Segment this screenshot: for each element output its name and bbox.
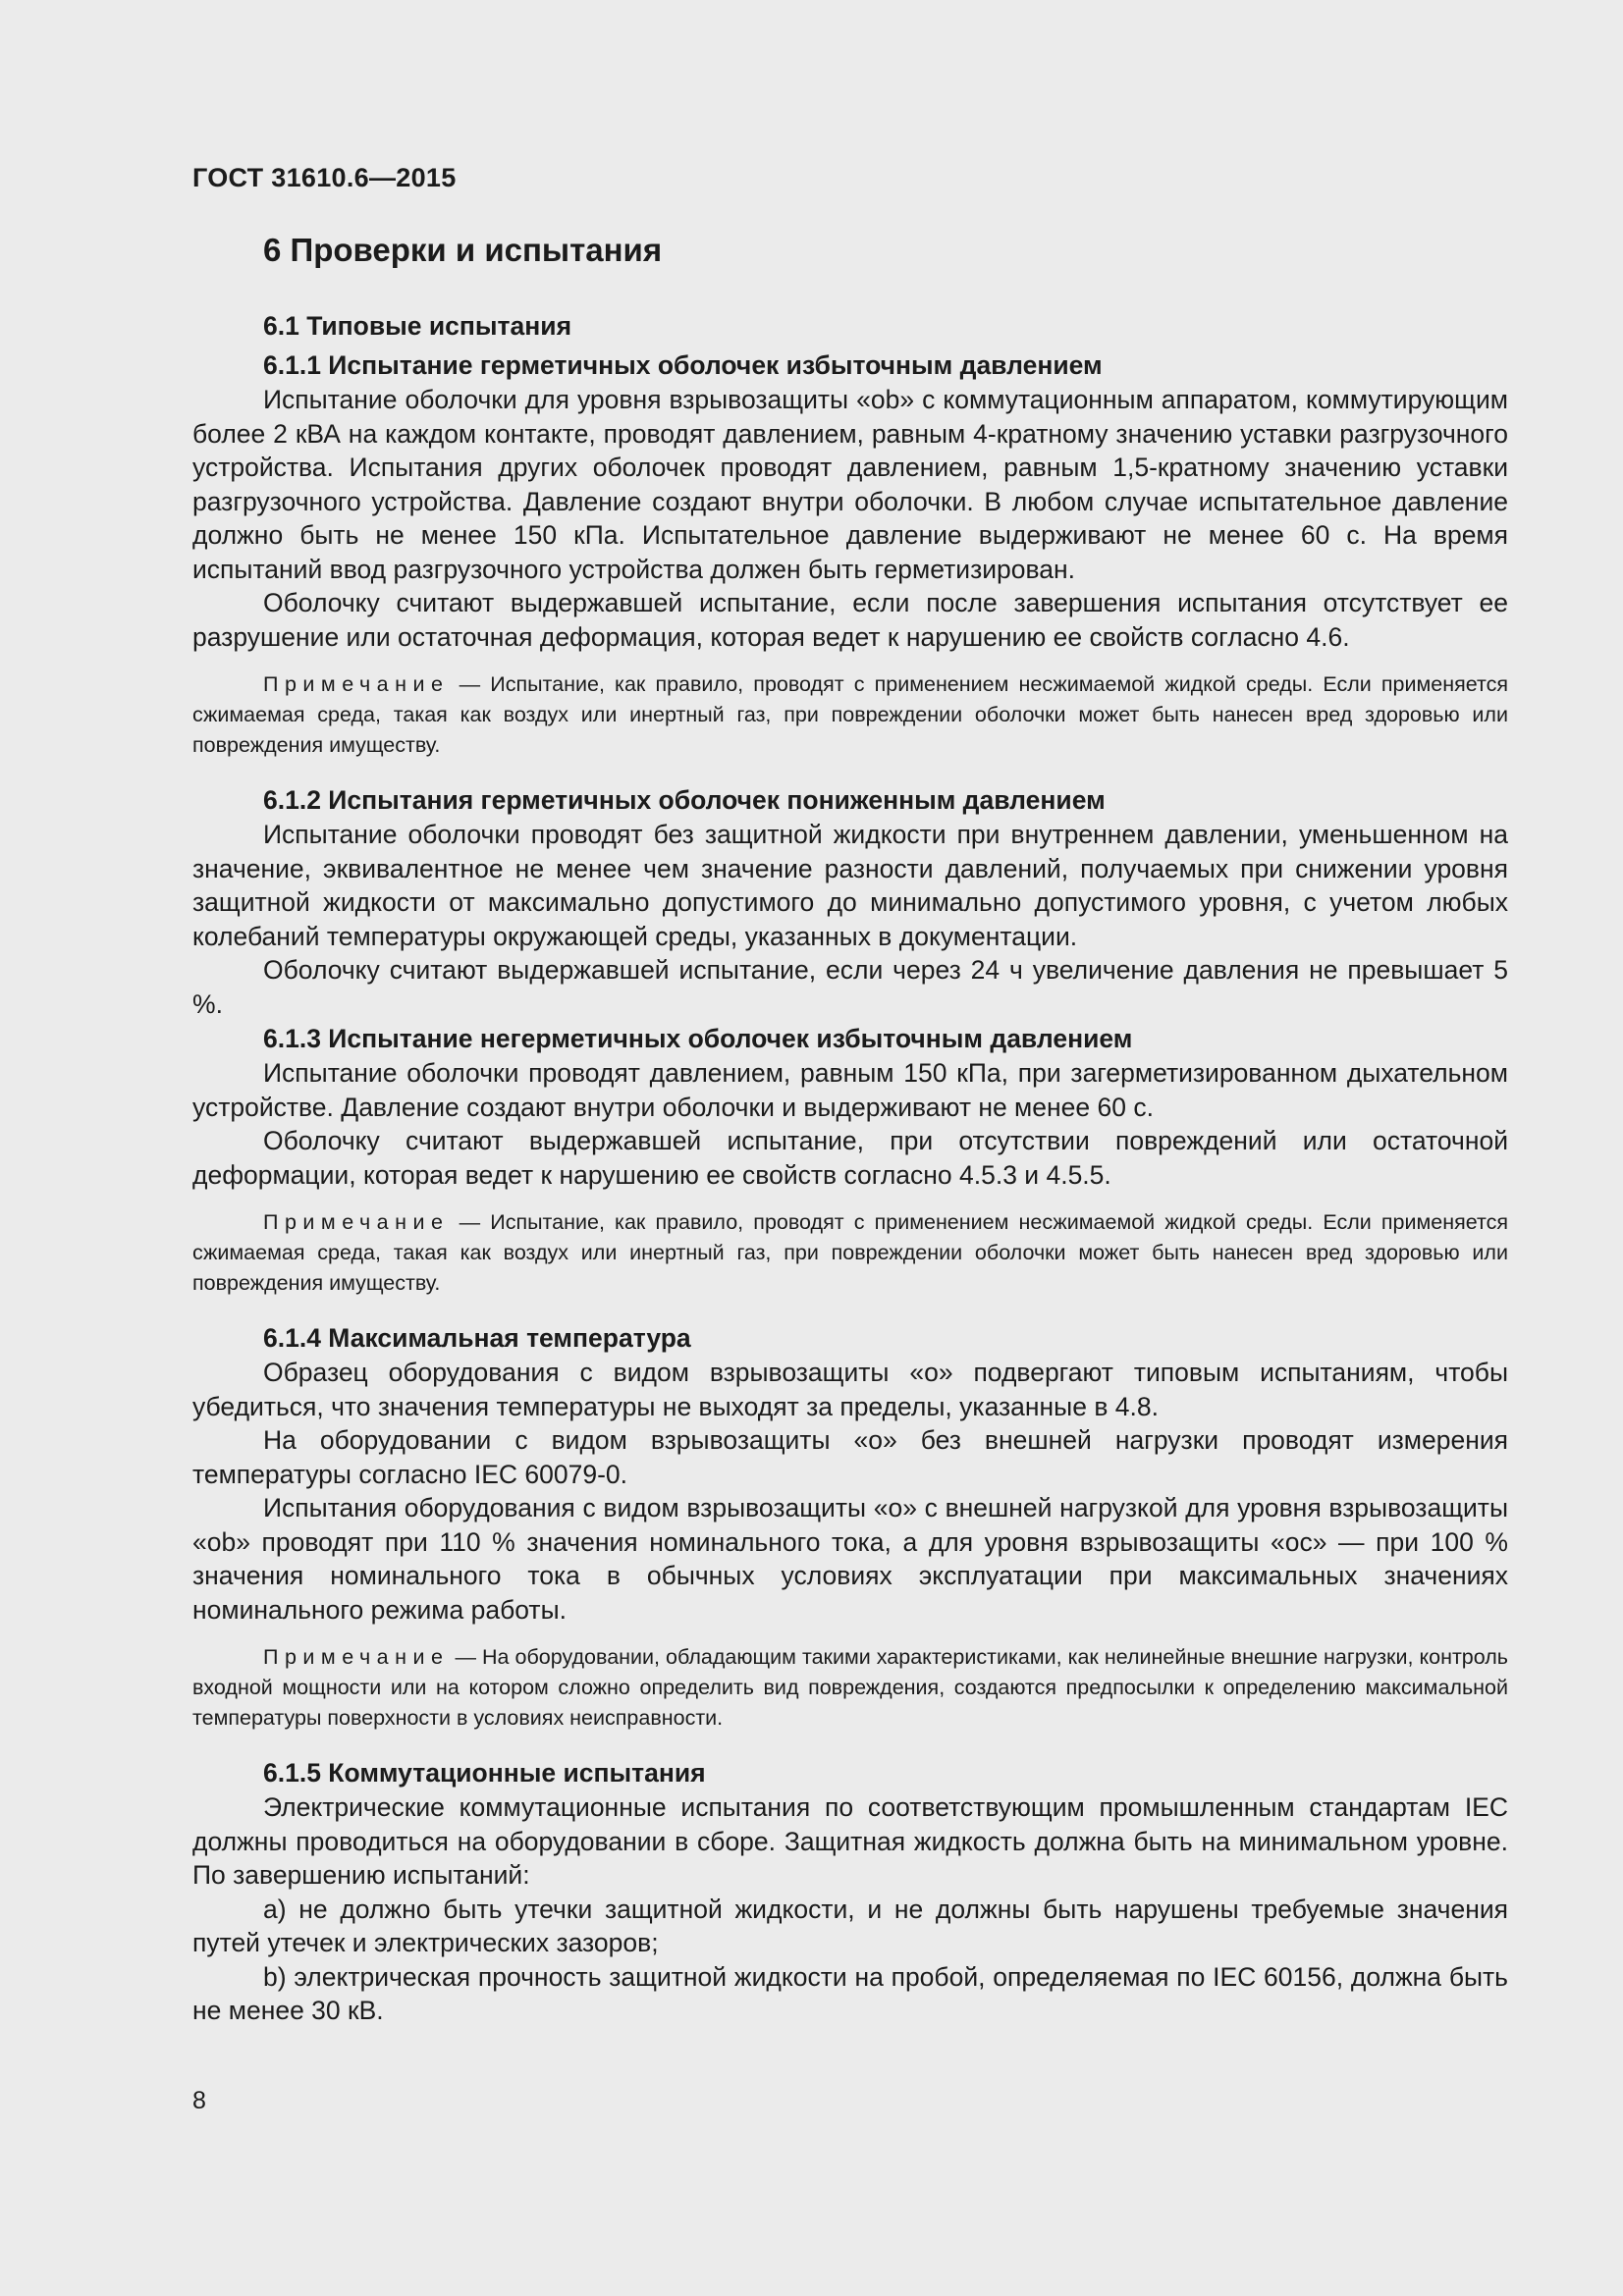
paragraph-6-1-1-a: Испытание оболочки для уровня взрывозащиты «ob» с коммутационным аппаратом, коммутирующим более 2 кВА на каждом контакте, проводят давлением, равным 4-кратному значению уставки разгрузочного устройства. Испытания других оболочек проводят давлением, равным 1,5-кратному значению уставки разгрузочного устройства. Давление создают внутри оболочки. В любом случае испытательное давление должно быть не менее 150 кПа. Испытательное давление выдерживают не менее 60 с. На время испытаний ввод разгрузочного устройства должен быть герметизирован. <box>192 385 1508 584</box>
note-6-1-1 <box>192 669 1508 761</box>
note-label: Примечание <box>263 1210 450 1234</box>
note-text: — Испытание, как правило, проводят с применением несжимаемой жидкой среды. Если применяется сжимаемая среда, такая как воздух или инертный газ, при повреждении оболочки может быть нанесен вред здоровью или повреждения имуществу. <box>192 672 1508 757</box>
heading-6-1-4: 6.1.4 Максимальная температура <box>263 1323 691 1353</box>
paragraph-6-1-4-b: На оборудовании с видом взрывозащиты «о» без внешней нагрузки проводят измерения температуры согласно IEC 60079-0. <box>192 1425 1508 1489</box>
list-item-a: а) не должно быть утечки защитной жидкости, и не должны быть нарушены требуемые значения путей утечек и электрических зазоров; <box>192 1894 1508 1957</box>
paragraph-6-1-3-b: Оболочку считают выдержавшей испытание, при отсутствии повреждений или остаточной деформации, которая ведет к нарушению ее свойств согласно 4.5.3 и 4.5.5. <box>192 1126 1508 1190</box>
paragraph-6-1-4-a: Образец оборудования с видом взрывозащиты «о» подвергают типовым испытаниям, чтобы убедиться, что значения температуры не выходят за пределы, указанные в 4.8. <box>192 1358 1508 1421</box>
paragraph-6-1-5-a: Электрические коммутационные испытания по соответствующим промышленным стандартам IEC должны проводиться на оборудовании в сборе. Защитная жидкость должна быть на минимальном уровне. По завершению испытаний: <box>192 1792 1508 1890</box>
document-code: ГОСТ 31610.6—2015 <box>192 163 457 192</box>
heading-6-1-1: 6.1.1 Испытание герметичных оболочек избыточным давлением <box>263 350 1103 380</box>
section-title: 6 Проверки и испытания <box>263 232 663 268</box>
paragraph-6-1-2-b: Оболочку считают выдержавшей испытание, если через 24 ч увеличение давления не превышает 5 %. <box>192 955 1508 1019</box>
heading-6-1-5: 6.1.5 Коммутационные испытания <box>263 1758 706 1788</box>
note-6-1-3 <box>192 1207 1508 1299</box>
note-label: Примечание <box>263 1645 450 1669</box>
page-number: 8 <box>192 2087 206 2114</box>
list-item-b: b) электрическая прочность защитной жидкости на пробой, определяемая по IEC 60156, должна быть не менее 30 кВ. <box>192 1961 1508 2025</box>
heading-6-1-3: 6.1.3 Испытание негерметичных оболочек избыточным давлением <box>263 1024 1133 1053</box>
document-body <box>192 308 1508 2028</box>
note-text: — Испытание, как правило, проводят с применением несжимаемой жидкой среды. Если применяется сжимаемая среда, такая как воздух или инертный газ, при повреждении оболочки может быть нанесен вред здоровью или повреждения имуществу. <box>192 1210 1508 1295</box>
paragraph-6-1-4-c: Испытания оборудования с видом взрывозащиты «о» с внешней нагрузкой для уровня взрывозащиты «ob» проводят при 110 % значения номинального тока, а для уровня взрывозащиты «ос» — при 100 % значения номинального тока в обычных условиях эксплуатации при максимальных значениях номинального режима работы. <box>192 1493 1508 1625</box>
paragraph-6-1-2-a: Испытание оболочки проводят без защитной жидкости при внутреннем давлении, уменьшенном на значение, эквивалентное не менее чем значение разности давлений, получаемых при снижении уровня защитной жидкости от максимально допустимого до минимально допустимого уровня, с учетом любых колебаний температуры окружающей среды, указанных в документации. <box>192 820 1508 951</box>
heading-6-1-2: 6.1.2 Испытания герметичных оболочек пониженным давлением <box>263 785 1106 815</box>
heading-6-1: 6.1 Типовые испытания <box>263 311 572 341</box>
note-6-1-4 <box>192 1642 1508 1734</box>
paragraph-6-1-1-b: Оболочку считают выдержавшей испытание, если после завершения испытания отсутствует ее разрушение или остаточная деформация, которая ведет к нарушению ее свойств согласно 4.6. <box>192 588 1508 652</box>
paragraph-6-1-3-a: Испытание оболочки проводят давлением, равным 150 кПа, при загерметизированном дыхательном устройстве. Давление создают внутри оболочки и выдерживают не менее 60 с. <box>192 1058 1508 1122</box>
note-text: — На оборудовании, обладающим такими характеристиками, как нелинейные внешние нагрузки, контроль входной мощности или на котором сложно определить вид повреждения, создаются предпосылки к определению максимальной температуры поверхности в условиях неисправности. <box>192 1645 1508 1730</box>
note-label: Примечание <box>263 672 450 696</box>
